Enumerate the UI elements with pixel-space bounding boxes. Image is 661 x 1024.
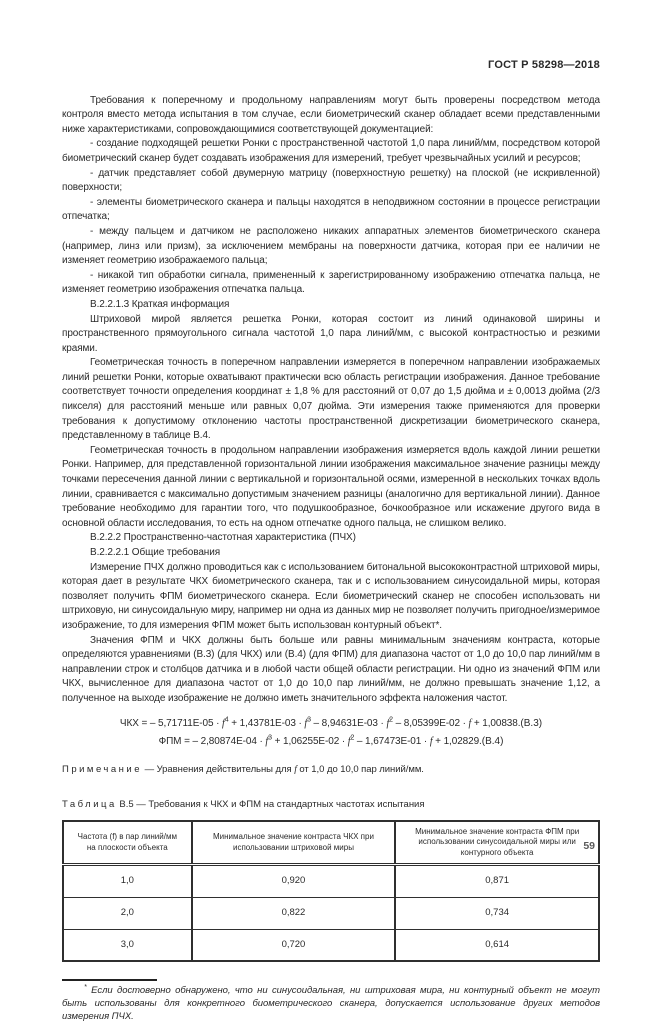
table-cell: 2,0	[63, 898, 192, 930]
paragraph: В.2.2.2.1 Общие требования	[90, 547, 221, 558]
body-text	[62, 94, 600, 707]
formula-segment: f	[468, 717, 472, 729]
paragraph: - между пальцем и датчиком не расположено никаких аппаратных элементов биометрического сканера (например, линз или призм), за исключением мембраны на поверхности датчика, которая при ее наличии не изменяет геометрию изображаемого пальца;	[62, 225, 600, 267]
table-cell: 3,0	[63, 929, 192, 961]
table-header-row	[63, 821, 599, 865]
formula-expression	[120, 718, 521, 729]
table-cell: 0,871	[395, 865, 599, 898]
formula-segment: + 1,06255E-02 ·	[271, 736, 348, 748]
formula-segment: 2	[350, 734, 355, 742]
table-body	[63, 865, 599, 961]
formula-segment: ФПМ = – 2,80874E-04 ·	[158, 736, 266, 748]
paragraph: Измерение ПЧХ должно проводиться как с использованием битональной высококонтрастной штриховой миры, которая дает в результате ЧКХ биометрического сканера, так и с использованием синусоидальной миры, которая позволяет получить ФПМ биометрического сканера. Если биометрический сканер не способен использовать ни штриховую, ни синусоидальную миру, например ни одна из данных мир не позволяет получить пригодное/измеримое изображение, то для измерения ФПМ может быть использован контурный объект*.	[62, 561, 600, 631]
formula-label: (В.4)	[481, 736, 504, 748]
table-cell: 0,720	[192, 929, 396, 961]
formula-segment: f	[265, 736, 269, 748]
document-title: ГОСТ Р 58298—2018	[488, 59, 600, 71]
footnote-marker: *	[84, 984, 87, 992]
formula-segment: f	[429, 736, 433, 748]
paragraph: Геометрическая точность в поперечном направлении измеряется в поперечном направлении изображаемых линий решетки Ронки, которые охватывают практически всю область регистрации изображения. Данное требование соответствует точности определения координат ± 1,8 % для расстояний от 0,07 до 1,5 дюйма и ± 0,0013 дюйма (2/3 пикселя) для расстояний меньше или равных 0,07 дюйма. Эти измерения также применяются для проверки требования к допустимому отклонению частоты пространственной дискретизации биометрического сканера, представленному в таблице В.4.	[62, 357, 600, 442]
formula-segment: + 1,00838.	[471, 717, 521, 729]
footnote-separator	[62, 979, 157, 981]
table-caption-label: Таблица	[62, 799, 117, 811]
table-cell: 0,614	[395, 929, 599, 961]
formula-segment: f	[304, 717, 308, 729]
paragraph: Геометрическая точность в продольном направлении изображения измеряется вдоль каждой линии решетки Ронки. Например, для представленной горизонтальной линии изображения максимальное значение разницы между точками пересечения данной линии с вертикальной и горизонтальной осями, измеренной в нескольких точках вдоль линии, сравнивается с максимально допустимым значением разницы (аналогично для вертикальной линии). Данное требование необходимо для гарантии того, что подушкообразное, бочкообразное или искажение другого вида в основной области исследования, то есть на одном отпечатке одного пальца, не слишком велико.	[62, 444, 600, 529]
table-row	[63, 821, 599, 865]
table-cell: 0,920	[192, 865, 396, 898]
formula-segment: – 8,94631E-03 ·	[310, 717, 387, 729]
table-header-cell: Минимальное значение контраста ФПМ при использовании синусоидальной миры или контурного объекта	[395, 821, 599, 865]
table-cell: 0,734	[395, 898, 599, 930]
table-caption-text: В.5 — Требования к ЧКХ и ФПМ на стандартных частотах испытания	[116, 799, 425, 811]
formula	[62, 735, 600, 750]
table-b5	[62, 820, 600, 962]
paragraph: Значения ФПМ и ЧКХ должны быть больше или равны минимальным значениям контраста, которые определяются уравнениями (В.3) (для ЧКХ) или (В.4) (для ФПМ) для диапазона частот от 1,0 до 10,0 пар линий/мм в направлении строк и столбцов датчика и в любой части общей области регистрации. Ни одно из значений ФПМ или ЧКХ, вычисленное для диапазона частот от 1,0 до 10,0 пар линий/мм, не должно превышать значение 1,12, а полученное на выходе изображение не должно иметь значительного эффекта наложения частот.	[62, 634, 600, 704]
formula-segment: f	[347, 736, 351, 748]
formula-expression	[159, 736, 482, 747]
formula-segment: от 1,0 до 10,0 пар линий/мм.	[296, 763, 424, 775]
table-cell: 0,822	[192, 898, 396, 930]
paragraph: - создание подходящей решетки Ронки с пространственной частотой 1,0 пара линий/мм, посредством которой биометрический сканер будет создавать изображения для измерений, требует чрезвычайных усилий и ресурсов;	[62, 138, 600, 164]
formula-segment: – 1,67473E-01 ·	[354, 736, 430, 748]
table-cell: 1,0	[63, 865, 192, 898]
table-row	[63, 929, 599, 961]
formula-segment: 3	[307, 716, 311, 724]
paragraph: - никакой тип обработки сигнала, примененный к зарегистрированному изображению отпечатка пальца, не изменяет геометрию изображения отпечатка пальца.	[62, 269, 600, 296]
note-label: Примечание	[62, 763, 142, 775]
formula-segment: — Уравнения действительны для	[142, 763, 295, 775]
formula-segment: + 1,02829.	[432, 736, 482, 748]
formula-segment: ЧКХ = – 5,71711E-05 ·	[119, 717, 223, 729]
formula-segment: + 1,43781E-03 ·	[228, 717, 305, 729]
formula-segment: f	[386, 717, 390, 729]
formula-segment: f	[222, 717, 225, 729]
page-number: 59	[583, 840, 595, 852]
table-header-cell: Минимальное значение контраста ЧКХ при использовании штриховой миры	[192, 821, 396, 865]
table-row	[63, 865, 599, 898]
formulas-block	[62, 717, 600, 750]
paragraph: В.2.2.2 Пространственно-частотная характеристика (ПЧХ)	[90, 532, 356, 544]
footnote-text: Если достоверно обнаружено, что ни синусоидальная, ни штриховая мира, ни контурный объект не могут быть использованы для конкретного биометрического сканера, допускается использование других методов измерения ПЧХ.	[62, 985, 600, 1022]
table-caption	[62, 798, 600, 813]
formula-segment: f	[294, 764, 297, 775]
footnote	[62, 985, 600, 1023]
formula-segment: 2	[389, 716, 393, 724]
note-text	[142, 764, 424, 775]
table-header-cell: Частота (f) в пар линий/мм на плоскости объекта	[63, 821, 192, 865]
paragraph: - датчик представляет собой двумерную матрицу (поверхностную решетку) на плоской (не искривленной) поверхности;	[62, 167, 600, 194]
formula-segment: – 8,05399E-02 ·	[392, 717, 469, 729]
formula-segment: 3	[268, 734, 272, 742]
paragraph: Требования к поперечному и продольному направлениям могут быть проверены посредством метода контроля вместо метода испытания в том случае, если биометрический сканер обладает всеми представленными ниже характеристиками, сопровождающимися соответствующей документацией:	[62, 94, 600, 135]
note-line	[62, 763, 600, 778]
formula	[62, 717, 600, 732]
formula-segment: 4	[224, 716, 229, 724]
paragraph: В.2.2.1.3 Краткая информация	[90, 298, 230, 310]
formula-label: (В.3)	[520, 717, 543, 729]
paragraph: Штриховой мирой является решетка Ронки, которая состоит из линий одинаковой ширины и пространственного прямоугольного сигнала частотой 1,0 пара линий/мм, с высокой контрастностью и резкими краями.	[62, 313, 600, 354]
paragraph: - элементы биометрического сканера и пальцы находятся в неподвижном состоянии в процессе регистрации отпечатка;	[62, 196, 600, 223]
table-row	[63, 898, 599, 930]
